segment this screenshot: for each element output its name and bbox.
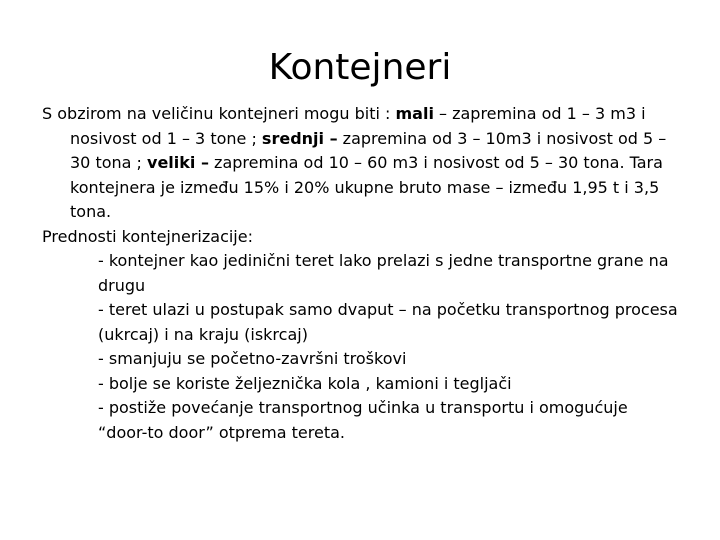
para1-text-4: zapremina od 10 – 60 m3 i nosivost od 5 – 30 tona. Tara kontejnera je između 15% i 20% ukupne bruto mase – između 1,95 t i 3,5 tona. (70, 153, 663, 221)
slide-body (42, 102, 678, 445)
container-sizes-paragraph (42, 102, 678, 225)
size-small-term: mali (395, 104, 434, 123)
size-large-term: veliki – (147, 153, 209, 172)
advantage-item: - kontejner kao jedinični teret lako prelazi s jedne transportne grane na drugu (98, 251, 669, 295)
advantage-item: - bolje se koriste željeznička kola , kamioni i tegljači (98, 373, 512, 393)
para1-text-3: zapremina od 3 – 10m3 i nosivost od 5 – 30 tona ; (70, 128, 667, 172)
slide-title: Kontejneri (268, 47, 452, 88)
para1-text-2: – zapremina od 1 – 3 m3 i nosivost od 1 – 3 tone ; (70, 104, 646, 148)
advantages-list (70, 249, 678, 445)
advantage-item: - smanjuju se početno-završni troškovi (98, 349, 407, 368)
para1-text-1: S obzirom na veličinu kontejneri mogu biti : (42, 104, 396, 123)
advantage-item: - teret ulazi u postupak samo dvaput – na početku transportnog procesa (ukrcaj) i na kraju (iskrcaj) (98, 300, 678, 344)
size-medium-term: srednji – (261, 128, 338, 148)
advantage-item: - postiže povećanje transportnog učinka u transportu i omogućuje “door-to door” otprema tereta. (98, 398, 628, 442)
advantages-heading: Prednosti kontejnerizacije: (42, 226, 253, 246)
advantages-paragraph (42, 225, 678, 446)
